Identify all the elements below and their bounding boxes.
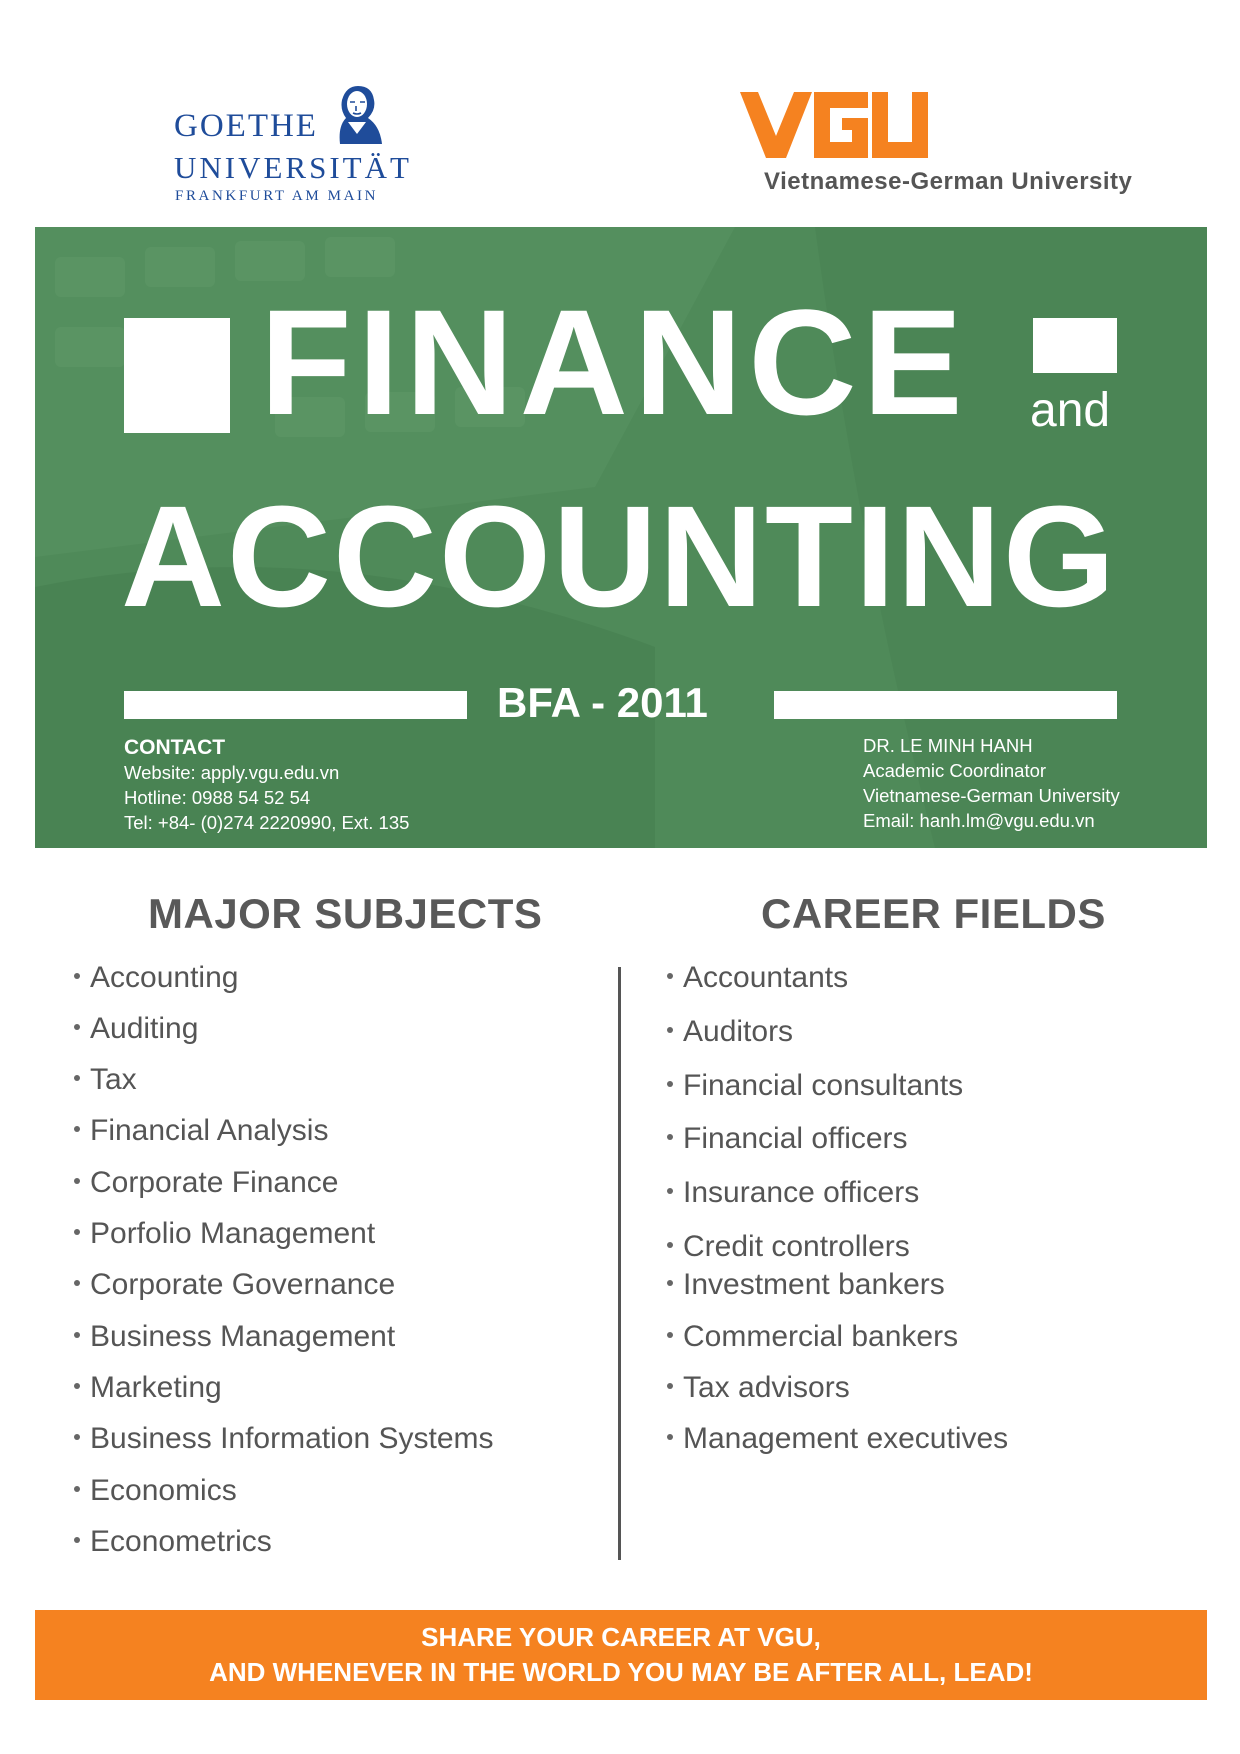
list-item xyxy=(667,1015,793,1049)
list-item-label: Tax advisors xyxy=(683,1371,850,1404)
list-item xyxy=(667,961,848,995)
list-item xyxy=(667,1122,908,1156)
list-item-label: Marketing xyxy=(90,1371,222,1404)
bullet-icon xyxy=(74,1383,80,1389)
list-item xyxy=(74,1525,272,1559)
contact-title: CONTACT xyxy=(124,736,226,759)
list-item-label: Econometrics xyxy=(90,1525,272,1558)
goethe-logo-line1: GOETHE xyxy=(174,108,318,144)
slogan-line2: AND WHENEVER IN THE WORLD YOU MAY BE AFTER ALL, LEAD! xyxy=(209,1657,1033,1687)
list-item-label: Auditors xyxy=(683,1015,794,1048)
bullet-icon xyxy=(667,1134,673,1140)
decorative-bar-left xyxy=(124,691,467,719)
bullet-icon xyxy=(74,1332,80,1338)
list-item-label: Porfolio Management xyxy=(90,1217,376,1250)
list-item-label: Commercial bankers xyxy=(683,1320,959,1353)
bullet-icon xyxy=(667,1383,673,1389)
list-item xyxy=(74,961,238,995)
list-item-label: Accountants xyxy=(683,961,849,994)
major-subjects-heading: MAJOR SUBJECTS xyxy=(148,890,543,937)
coordinator-role: Academic Coordinator xyxy=(863,760,1047,781)
slogan-line1: SHARE YOUR CAREER AT VGU, xyxy=(421,1622,821,1652)
vgu-mark-icon xyxy=(740,92,930,158)
list-item xyxy=(74,1114,328,1148)
bullet-icon xyxy=(74,1126,80,1132)
coordinator-name: DR. LE MINH HANH xyxy=(863,735,1033,756)
list-item-label: Financial consultants xyxy=(683,1069,964,1102)
list-item-label: Credit controllers xyxy=(683,1230,910,1263)
list-item xyxy=(74,1217,375,1251)
bullet-icon xyxy=(667,973,673,979)
bullet-icon xyxy=(667,1434,673,1440)
list-item xyxy=(74,1063,137,1097)
vgu-logo-name: Vietnamese-German University xyxy=(764,168,1133,195)
list-item xyxy=(667,1320,958,1354)
list-item-label: Auditing xyxy=(90,1012,199,1045)
goethe-university-logo xyxy=(172,78,412,204)
career-fields-heading: CAREER FIELDS xyxy=(761,890,1106,937)
list-item-label: Financial Analysis xyxy=(90,1114,329,1147)
bullet-icon xyxy=(667,1332,673,1338)
bullet-icon xyxy=(74,973,80,979)
list-item xyxy=(74,1320,395,1354)
list-item-label: Investment bankers xyxy=(683,1268,945,1301)
bullet-icon xyxy=(74,1075,80,1081)
list-item-label: Accounting xyxy=(90,961,239,994)
list-item-label: Business Information Systems xyxy=(90,1422,494,1455)
decorative-square-left xyxy=(124,318,230,433)
title-accounting: ACCOUNTING xyxy=(121,476,1117,637)
bullet-icon xyxy=(74,1229,80,1235)
list-item-label: Financial officers xyxy=(683,1122,908,1155)
title-connector: and xyxy=(1030,384,1111,437)
goethe-logo-line3: FRANKFURT AM MAIN xyxy=(175,188,379,204)
bullet-icon xyxy=(667,1027,673,1033)
list-item xyxy=(667,1268,945,1302)
slogan-banner xyxy=(35,1610,1207,1700)
coordinator-block xyxy=(863,733,1120,833)
bullet-icon xyxy=(667,1081,673,1087)
list-item xyxy=(74,1371,222,1405)
decorative-square-right xyxy=(1033,318,1117,373)
bullet-icon xyxy=(667,1242,673,1248)
contact-tel: Tel: +84- (0)274 2220990, Ext. 135 xyxy=(124,812,410,833)
bullet-icon xyxy=(74,1024,80,1030)
hero-banner xyxy=(35,227,1207,848)
column-divider xyxy=(618,967,621,1560)
list-item xyxy=(667,1176,919,1210)
contact-website: Website: apply.vgu.edu.vn xyxy=(124,762,340,783)
list-item-label: Business Management xyxy=(90,1320,396,1353)
list-item-label: Insurance officers xyxy=(683,1176,920,1209)
bullet-icon xyxy=(74,1178,80,1184)
title-finance: FINANCE xyxy=(260,278,969,446)
list-item xyxy=(74,1012,198,1046)
list-item xyxy=(74,1268,395,1302)
contact-block xyxy=(124,735,409,835)
program-code: BFA - 2011 xyxy=(497,679,708,726)
vgu-logo xyxy=(740,92,1133,202)
bullet-icon xyxy=(667,1280,673,1286)
contact-hotline: Hotline: 0988 54 52 54 xyxy=(124,787,311,808)
list-item xyxy=(74,1474,237,1508)
coordinator-email: Email: hanh.lm@vgu.edu.vn xyxy=(863,810,1095,831)
bullet-icon xyxy=(74,1434,80,1440)
bullet-icon xyxy=(667,1188,673,1194)
list-item xyxy=(74,1166,338,1200)
list-item-label: Corporate Finance xyxy=(90,1166,339,1199)
list-item xyxy=(667,1371,850,1405)
bullet-icon xyxy=(74,1486,80,1492)
list-item-label: Economics xyxy=(90,1474,237,1507)
goethe-portrait-icon xyxy=(320,82,390,148)
list-item xyxy=(667,1422,1008,1456)
coordinator-org: Vietnamese-German University xyxy=(863,785,1120,806)
bullet-icon xyxy=(74,1537,80,1543)
goethe-logo-line2: UNIVERSITÄT xyxy=(174,150,412,185)
list-item-label: Management executives xyxy=(683,1422,1009,1455)
list-item xyxy=(667,1230,910,1264)
list-item xyxy=(667,1069,963,1103)
list-item-label: Tax xyxy=(90,1063,137,1096)
list-item-label: Corporate Governance xyxy=(90,1268,396,1301)
bullet-icon xyxy=(74,1280,80,1286)
decorative-bar-right xyxy=(774,691,1117,719)
list-item xyxy=(74,1422,494,1456)
